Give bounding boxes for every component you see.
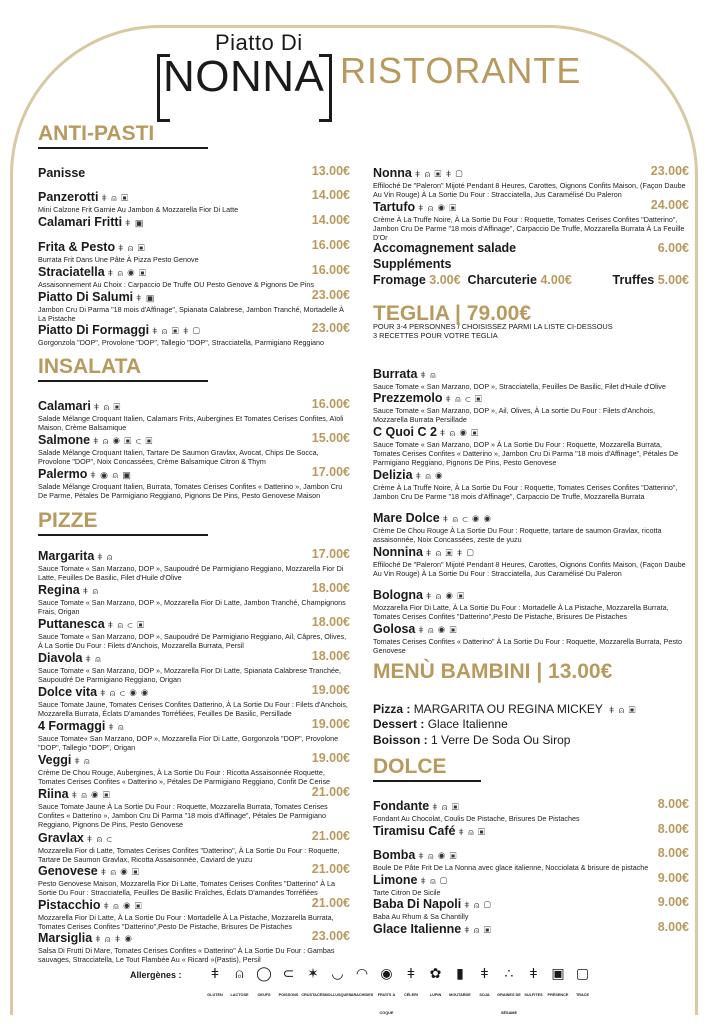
item-description: Burrata Frit Dans Une Pâte À Pizza Pesto Genove — [38, 255, 199, 264]
allergen-icons: ǂ ⍝ ◉ ▣ — [418, 851, 458, 861]
allergen-icons: ǂ ⍝ — [420, 370, 437, 380]
kids-pizza-icons: ǂ ⍝ ▣ — [608, 705, 637, 715]
allergen-icons: ǂ ⍝ — [97, 552, 114, 562]
item-description: Assaisonnement Au Choix : Carpaccio De Truffe OU Pesto Genove & Pignons De Pins — [38, 280, 314, 289]
item-description: Crème De Chou Rouge, Aubergines, À La Sortie Du Four : Ricotta Assaisonnée Roquette, Tomates Cerises Confites « Datterino », Pétales De Parmigiano Reggiano, Confit De Cerise — [38, 768, 331, 786]
menu-item — [38, 288, 350, 324]
allergen-icons: ǂ ⍝ ◉ ▣ — [71, 790, 111, 800]
menu-item — [373, 822, 689, 840]
menu-item — [373, 198, 689, 242]
allergen-glyph: ⍝ — [235, 965, 244, 981]
allergen-icons: ǂ ⍝ ◉ ▣ — [100, 867, 140, 877]
item-description: Mini Calzone Frit Garnie Au Jambon & Mozzarella Fior Di Latte — [38, 205, 239, 214]
item-name: Nonnina — [373, 545, 423, 559]
charcuterie-price: 4.00€ — [540, 273, 572, 287]
accomp-price: 6.00€ — [657, 241, 689, 255]
item-name: Diavola — [38, 651, 83, 665]
allergen-icons: ǂ ⍝ ◉ ▣ — [426, 591, 466, 601]
allergen-icons: ǂ ⍝ ◉ ▣ — [418, 625, 458, 635]
item-name: Gravlax — [38, 831, 84, 845]
section-teglia: TEGLIA | 79.00€ — [373, 302, 531, 325]
allergen-3-icon — [276, 965, 302, 1001]
item-price: 16.00€ — [311, 263, 350, 277]
item-price: 19.00€ — [311, 683, 350, 697]
allergen-5-icon — [325, 965, 351, 1001]
section-pizze: PIZZE — [38, 509, 98, 532]
divider — [38, 147, 208, 149]
item-name: Puttanesca — [38, 617, 105, 631]
item-name: Delizia — [373, 468, 413, 482]
item-price: 21.00€ — [311, 862, 350, 876]
section-insalata: INSALATA — [38, 355, 142, 378]
supp-label: Suppléments — [373, 257, 452, 271]
allergen-label: OEUFS — [257, 993, 271, 997]
item-price: 14.00€ — [311, 213, 350, 227]
allergen-icons: ǂ ⍝ ▣ — [101, 193, 129, 203]
item-description: Tomates Cerises Confites « Datterino" À La Sortie Du Four : Roquette, Mozzarella Burrata, Pesto Genovese — [373, 637, 682, 655]
kids-dessert-label: Dessert : — [373, 717, 425, 731]
kids-pizza-value: MARGARITA OU REGINA MICKEY — [413, 702, 603, 716]
item-description: Tarte Citron De Sicile — [373, 888, 441, 897]
item-name: Marsiglia — [38, 931, 93, 945]
menu-item — [373, 543, 689, 579]
allergen-icons: ǂ ⍝ ▣ — [118, 243, 146, 253]
menu-item — [38, 717, 350, 753]
item-description: Salade Mélange Croquant Italien, Burrata, Tomates Cerises Confites « Datterino », Jambon Cru De Parme, Pétales De Parmigiano Reggiano, Pignons De Pins, Pesto Genovese Maison — [38, 482, 343, 500]
allergens-legend — [130, 965, 600, 1015]
item-description: Crème De Chou Rouge À La Sortie Du Four : Roquette, tartare de saumon Gravlax, ricotta assaisonnée, Noix Concassées, zeste de yuzu — [373, 526, 662, 544]
divider — [38, 534, 208, 536]
allergen-glyph: ǂ — [406, 965, 416, 981]
menu-item — [38, 751, 350, 787]
allergen-icons: ǂ ⍝ ⊂ — [86, 834, 113, 844]
menu-item — [373, 389, 689, 425]
allergen-icons: ǂ ⍝ ◉ ▣ — [418, 203, 458, 213]
item-price: 16.00€ — [311, 397, 350, 411]
menu-item — [373, 846, 689, 873]
item-price: 23.00€ — [311, 929, 350, 943]
item-name: Calamari — [38, 399, 91, 413]
menu-item — [38, 431, 350, 467]
item-description: Jambon Cru Di Parma "18 mois d'Affinage", Spianata Calabrese, Jambon Tranché, Mortadelle À La Pistache — [38, 305, 344, 323]
item-name: Pistacchio — [38, 898, 101, 912]
allergen-2-icon — [251, 965, 277, 1001]
teglia-sub-2: 3 RECETTES POUR VOTRE TEGLIA — [373, 331, 498, 340]
allergen-icons: ǂ ▣ — [125, 218, 145, 228]
allergen-9-icon — [423, 965, 449, 1001]
item-name: Frita & Pesto — [38, 240, 116, 254]
allergen-label: GLUTEN — [207, 993, 223, 997]
item-price: 21.00€ — [311, 829, 350, 843]
truffes-label: Truffes — [612, 273, 655, 287]
allergen-icons: ǂ ⍝ ◉ ▣ — [103, 901, 143, 911]
kids-dessert-value: Glace Italienne — [427, 717, 508, 731]
item-description: Sauce Tomate « San Marzano, DOP », Mozzarella Fior Di Latte, Jambon Tranché, Champignons Frais, Origan — [38, 598, 346, 616]
allergen-glyph: ◡ — [331, 965, 344, 981]
logo-subtitle: Piatto Di — [215, 30, 303, 55]
item-name: Panzerotti — [38, 190, 99, 204]
item-description: Effiloché De "Paleron" Mijoté Pendant 8 Heures, Carottes, Oignons Confits Maison, (Façon Daube Au Vin Rouge) À La Sortie Du Four : Stracciatella, Jus Caramélisé Du Paleron — [373, 181, 686, 199]
truffes-price: 5.00€ — [657, 273, 689, 287]
item-name: Tartufo — [373, 200, 416, 214]
allergen-icons: ǂ ⍝ ▣ — [458, 827, 486, 837]
section-antipasti: ANTI-PASTI — [38, 122, 155, 145]
allergen-10-icon — [447, 965, 473, 1001]
item-name: Calamari Fritti — [38, 215, 123, 229]
item-description: Sauce Tomate « San Marzano, DOP », Mozzarella Fior Di Latte, Spianata Calabrese Tranchée, Saupoudré De Parmigiano Reggiano, Origan — [38, 666, 341, 684]
charcuterie-label: Charcuterie — [467, 273, 537, 287]
allergen-glyph: ǂ — [480, 965, 489, 981]
item-description: Sauce Tomate « San Marzano, DOP », Saupoudré De Parmigiano Reggiano, Ail, Câpres, Olives, À La Sortie Du Four : Filets d'Anchois, Mozzarella Burrata, Persil — [38, 632, 347, 650]
allergen-icons: ǂ ⍝ — [82, 586, 99, 596]
allergen-glyph: ✿ — [429, 965, 442, 981]
allergen-label: FRUITS À COQUE — [377, 993, 396, 1015]
menu-item — [373, 620, 689, 656]
allergen-glyph: ◠ — [355, 965, 369, 981]
allergen-label: CÉLERI — [404, 993, 418, 997]
allergen-label: LUPIN — [429, 993, 442, 997]
item-price: 21.00€ — [311, 785, 350, 799]
allergen-icons: ǂ ⍝ ▣ — [464, 925, 492, 935]
allergen-icons: ǂ ⍝ ◉ — [415, 471, 444, 481]
allergen-6-icon — [349, 965, 375, 1001]
item-price: 8.00€ — [657, 920, 689, 934]
section-dolce: DOLCE — [373, 755, 447, 778]
menu-item — [38, 829, 350, 865]
item-name: Burrata — [373, 367, 418, 381]
item-price: 8.00€ — [657, 797, 689, 811]
divider — [373, 780, 481, 782]
item-price: 17.00€ — [311, 465, 350, 479]
allergen-icons: ǂ ⍝ ▣ — [432, 802, 460, 812]
menu-item — [38, 263, 350, 290]
allergen-11-icon — [472, 965, 498, 1001]
allergen-icons: ǂ ◉ ⍝ ▣ — [90, 470, 132, 480]
allergen-icons: ǂ ⍝ — [108, 722, 125, 732]
menu-item — [38, 785, 350, 829]
menu-item — [38, 188, 350, 215]
item-price: 8.00€ — [657, 846, 689, 860]
allergen-label: PRÉSENCE — [547, 993, 569, 997]
teglia-sub-1: POUR 3-4 PERSONNES / CHOISISSEZ PARMI LA LISTE CI-DESSOUS — [373, 322, 613, 331]
item-name: Piatto Di Salumi — [38, 290, 134, 304]
item-name: Nonna — [373, 166, 412, 180]
menu-item — [38, 683, 350, 719]
menu-item — [373, 871, 689, 898]
allergen-label: GRAINES DE SÉSAME — [497, 993, 521, 1015]
item-price: 23.00€ — [311, 288, 350, 302]
item-description: Sauce Tomate« San Marzano, DOP », Mozzarella Fior Di Latte, Gorgonzola "DOP", Provolone "DOP", Tallegio "DOP", Origan — [38, 734, 339, 752]
menu-item — [38, 649, 350, 685]
item-name: Mare Dolce — [373, 511, 440, 525]
item-price: 19.00€ — [311, 751, 350, 765]
menu-item — [38, 397, 350, 433]
allergen-14-icon — [545, 965, 571, 1001]
item-price: 13.00€ — [311, 164, 350, 178]
item-price: 18.00€ — [311, 581, 350, 595]
item-price: 9.00€ — [657, 895, 689, 909]
menu-item — [38, 929, 350, 965]
item-description: Sauce Tomate Jaune À La Sortie Du Four : Roquette, Mozzarella Burrata, Tomates Cerises Confites « Datterino », Jambon Cru Di Parma "18 mois d'Affinage", Pétales De Parmigiano Reggiano, Pignons De Pins, Pesto Genovese — [38, 802, 328, 829]
item-description: Mozzarella Fior Di Latte, À La Sortie Du Four : Mortadelle À La Pistache, Mozzarella Burrata, Tomates Cerises Confites "Datterino",Pesto De Pistache, Brisures De Pistaches — [373, 603, 669, 621]
menu-item — [38, 321, 350, 348]
item-description: Pesto Genovese Maison, Mozzarella Fior Di Latte, Tomates Cerises Confites "Datterino" À La Sortie Du Four : Stracciatella, Feuilles De Basilic Fraîches, Éclats D'amandes Torréfiées — [38, 879, 335, 897]
item-name: C Quoi C 2 — [373, 425, 437, 439]
item-price: 23.00€ — [650, 164, 689, 178]
item-description: Baba Au Rhum & Sa Chantilly — [373, 912, 469, 921]
item-price: 16.00€ — [311, 238, 350, 252]
item-description: Mozzarella Fior di Latte, Tomates Cerises Confites "Datterino", À La Sortie Du Four : Roquette, Tartare De Saumon Gravlax, Ricotta Assaisonnée, Caviard de yuzu — [38, 846, 340, 864]
item-description: Crème À La Truffe Noire, À La Sortie Du Four : Roquette, Tomates Cerises Confites "Datterino", Jambon Cru De Parme "18 mois d'Affinage", Carpaccio De Truffe, Mozzarella Burrata — [373, 483, 678, 501]
allergen-icons: ǂ ⍝ ◉ ▣ ⊂ ▣ — [93, 436, 154, 446]
section-bambini: MENÙ BAMBINI | 13.00€ — [373, 660, 613, 683]
allergen-1-icon — [227, 965, 253, 1001]
item-name: Riina — [38, 787, 69, 801]
allergen-icons: ǂ ⍝ ▣ — [93, 402, 122, 412]
item-price: 19.00€ — [311, 717, 350, 731]
item-description: Fondant Au Chocolat, Coulis De Pistache, Brisures De Pistaches — [373, 814, 580, 823]
menu-item — [373, 797, 689, 824]
menu-item — [38, 164, 350, 182]
item-name: Bomba — [373, 848, 416, 862]
item-price: 14.00€ — [311, 188, 350, 202]
allergen-12-icon — [496, 965, 522, 1019]
item-description: Sauce Tomate Jaune, Tomates Cerises Confites Datterino, À La Sortie Du Four : Filets d'Anchois, Mozzarella Burrata, Éclats D'amandes Torréfiées, Feuilles De Basilic, Persillade — [38, 700, 348, 718]
allergen-icons: ǂ ⍝ ◉ ▣ — [439, 428, 480, 438]
menu-item — [373, 895, 689, 922]
fromage-price: 3.00€ — [429, 273, 461, 287]
allergen-glyph: ǂ — [210, 965, 220, 981]
allergen-label: MOLLUSQUES — [324, 993, 352, 997]
allergen-icons: ǂ ⍝ ⊂ ▣ — [107, 620, 145, 630]
item-name: Limone — [373, 873, 418, 887]
menu-item — [373, 509, 689, 545]
allergen-icons: ǂ ⍝ ⊂ ◉ ◉ — [442, 514, 492, 524]
allergen-13-icon — [521, 965, 547, 1001]
item-name: Genovese — [38, 864, 98, 878]
allergen-glyph: ◯ — [256, 965, 272, 981]
menu-item — [38, 862, 350, 898]
allergen-label: SULFITES — [524, 993, 543, 997]
kids-boisson-label: Boisson : — [373, 733, 428, 747]
allergen-0-icon — [202, 965, 228, 1001]
item-name: Palermo — [38, 467, 88, 481]
allergen-icons: ǂ ⍝ ǂ ◉ — [95, 934, 133, 944]
item-description: Salade Mélange Croquant Italien, Calamars Frits, Aubergines Et Tomates Cerises Confites, Aïoli Maison, Crème Balsamique — [38, 414, 344, 432]
allergen-icons: ǂ ⍝ ▣ ǂ ▢ — [414, 169, 464, 179]
item-name: Veggi — [38, 753, 72, 767]
menu-item — [38, 581, 350, 617]
allergen-label: ARACHIDES — [350, 993, 374, 997]
allergen-icons: ǂ ⍝ ⊂ ▣ — [445, 394, 483, 404]
menu-item — [373, 365, 689, 392]
item-name: Margarita — [38, 549, 95, 563]
item-price: 23.00€ — [311, 321, 350, 335]
item-price: 21.00€ — [311, 896, 350, 910]
divider — [38, 380, 208, 382]
item-description: Sauce Tomate « San Marzano, DOP », Ail, Olives, À La sortie Du Four : Filets d'Anchois, Mozzarella Burrata Persillade — [373, 406, 655, 424]
menu-item — [373, 423, 689, 467]
item-name: Prezzemolo — [373, 391, 443, 405]
item-name: Glace Italienne — [373, 922, 462, 936]
allergen-icons: ǂ ⍝ ▢ — [464, 900, 492, 910]
allergens-title: Allergènes : — [130, 970, 182, 980]
menu-item — [38, 547, 350, 583]
item-price: 18.00€ — [311, 615, 350, 629]
ristorante-title: RISTORANTE — [340, 50, 582, 91]
kids-boisson-value: 1 Verre De Soda Ou Sirop — [431, 733, 571, 747]
item-name: Regina — [38, 583, 80, 597]
menu-item — [38, 213, 350, 231]
item-name: Panisse — [38, 166, 86, 180]
allergen-glyph: ✶ — [307, 965, 319, 981]
allergen-label: MOUTARDE — [449, 993, 471, 997]
item-price: 17.00€ — [311, 547, 350, 561]
item-price: 15.00€ — [311, 431, 350, 445]
item-name: Bologna — [373, 588, 423, 602]
allergen-4-icon — [300, 965, 326, 1001]
item-price: 18.00€ — [311, 649, 350, 663]
allergen-7-icon — [374, 965, 400, 1019]
allergen-glyph: ⊂ — [282, 965, 295, 981]
item-name: Salmone — [38, 433, 91, 447]
menu-item — [373, 466, 689, 502]
allergen-label: LACTOSE — [230, 993, 249, 997]
item-description: Gorgonzola "DOP", Provolone "DOP", Tallegio "DOP", Stracciatella, Parmigiano Reggiano — [38, 338, 325, 347]
allergen-label: CRUSTACÉS — [301, 993, 325, 997]
logo-title: NONNA — [163, 52, 325, 101]
allergen-glyph: ∴ — [504, 965, 514, 981]
menu-item — [38, 896, 350, 932]
item-price: 9.00€ — [657, 871, 689, 885]
item-description: Boule De Pâte Frit De La Nonna avec glace italienne, Nocciolata & brisure de pistache — [373, 863, 649, 872]
allergen-glyph: ◉ — [380, 965, 393, 981]
allergen-icons: ǂ ⍝ — [85, 654, 102, 664]
allergen-icons: ǂ ▣ — [136, 293, 156, 303]
item-description: Sauce Tomate « San Marzano, DOP », Saupoudré De Parmigiano Reggiano, Mozzarella Fior Di Latte, Feuilles De Basilic, Filet d'Huile d'Olive — [38, 564, 344, 582]
allergen-label: POISSONS — [278, 993, 299, 997]
item-description: Salsa Di Frutti Di Mare, Tomates Cerises Confites « Datterino" À La Sortie Du Four : Gambas sauvages, Stracciatella, Le Tout Flambée Au « Ricard »(Pastis), Persil — [38, 946, 335, 964]
item-name: Piatto Di Formaggi — [38, 323, 150, 337]
item-name: Baba Di Napoli — [373, 897, 462, 911]
allergen-glyph: ▢ — [575, 965, 590, 981]
accomp-label: Accomagnement salade — [373, 241, 517, 255]
allergen-icons: ǂ ⍝ ▣ ǂ ▢ — [426, 548, 475, 558]
item-price: 24.00€ — [650, 198, 689, 212]
allergen-icons: ǂ ⍝ ⊂ ◉ ◉ — [100, 688, 150, 698]
item-description: Mozzarella Fior Di Latte, À La Sortie Du Four : Mortadelle À La Pistache, Mozzarella Burrata, Tomates Cerises Confites "Datterino",Pesto De Pistache, Brisures De Pistaches — [38, 913, 334, 931]
allergen-glyph: ▮ — [456, 965, 464, 981]
menu-item — [373, 920, 689, 938]
item-name: Tiramisu Café — [373, 824, 456, 838]
item-name: Straciatella — [38, 265, 105, 279]
item-price: 8.00€ — [657, 822, 689, 836]
allergen-icons: ǂ ⍝ ◉ ▣ — [107, 268, 147, 278]
item-name: Fondante — [373, 799, 430, 813]
allergen-icons: ǂ ⍝ — [74, 756, 91, 766]
allergen-label: TRACE — [575, 993, 590, 997]
item-description: Sauce Tomate « San Marzano, DOP » À La Sortie Du Four : Roquette, Mozzarella Burrata, Tomates Cerises Confites « Datterino », Jambon Cru Di Parma "18 mois d'Affinage", Pétales De Parmigiano Reggiano, Pignons De Pins, Pesto Genovese — [373, 440, 679, 467]
item-description: Salade Mélange Croquant Italien, Tartare De Saumon Gravlax, Avocat, Chips De Socca, Provolone "DOP", Noix Concassées, Crème Balsamique Citron & Thym — [38, 448, 319, 466]
allergen-icons: ǂ ⍝ ▢ — [420, 876, 448, 886]
menu-item — [38, 615, 350, 651]
menu-item — [373, 164, 689, 200]
fromage-label: Fromage — [373, 273, 426, 287]
menu-item — [38, 238, 350, 265]
allergen-glyph: ▣ — [551, 965, 565, 981]
allergen-glyph: ǂ — [529, 965, 538, 981]
menu-item — [38, 465, 350, 501]
item-name: Golosa — [373, 622, 416, 636]
menu-item — [373, 586, 689, 622]
item-description: Effiloché De "Paleron" Mijoté Pendant 8 Heures, Carottes, Oignons Confits Maison, (Façon Daube Au Vin Rouge) À La Sortie Du Four : Stracciatella, Jus Caramélisé Du Paleron — [373, 560, 686, 578]
item-description: Sauce Tomate « San Marzano, DOP », Stracciatella, Feuilles De Basilic, Filet d'Huile d'Olive — [373, 382, 666, 391]
kids-pizza-label: Pizza : — [373, 702, 411, 716]
allergen-8-icon — [398, 965, 424, 1001]
allergen-15-icon — [570, 965, 596, 1001]
item-description: Crème À La Truffe Noire, À La Sortie Du Four : Roquette, Tomates Cerises Confites "Datterino", Jambon Cru De Parme "18 mois d'Affinage", Carpaccio De Truffe, Mozzarella Burrata À La Feuille D'Or — [373, 215, 685, 242]
allergen-icons: ǂ ⍝ ▣ ǂ ▢ — [152, 326, 201, 336]
item-name: 4 Formaggi — [38, 719, 106, 733]
item-name: Dolce vita — [38, 685, 98, 699]
allergen-label: SOJA — [479, 993, 490, 997]
